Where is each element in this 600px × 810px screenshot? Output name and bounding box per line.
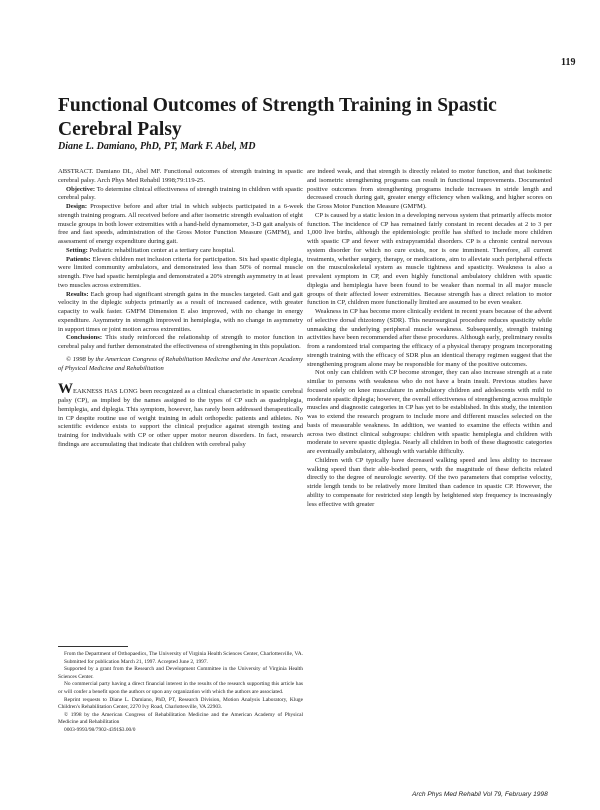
abstract-patients bbox=[58, 256, 303, 291]
abstract-objective-text: To determine clinical effectiveness of strength training in children with spastic cerebral palsy. bbox=[58, 185, 303, 202]
footnote-submission: Submitted for publication March 21, 1997. Accepted June 2, 1997. bbox=[64, 658, 208, 665]
abstract-patients-text: Eleven children met inclusion criteria for participation. Six had spastic diplegia, were limited community ambulators, and demonstrated less than 50% of normal muscle strength. Five had spastic hemiplegia and demonstrated a 20% strength asymmetry in at least two muscles across extremities. bbox=[58, 255, 304, 289]
abstract-citation: ABSTRACT. Damiano DL, Abel MF. Functional outcomes of strength training in spastic cerebral palsy. Arch Phys Med Rehabil 1998;79:119-25. bbox=[58, 168, 303, 184]
footnote-copyright: © 1998 by the American Congress of Rehabilitation Medicine and the American Academy of Physical Medicine and Rehabilitation bbox=[58, 711, 303, 726]
abstract-design-text: Prospective before and after trial in which subjects participated in a 6-week strength training program. All received before and after isometric strength evaluation of eight muscle groups in both lower extremities with a hand-held dynamometer, 3-D gait analysis of free and fast speeds, administration of the Gross Motor Function Measure (GMFM), and assessment of energy expenditure during gait. bbox=[58, 203, 303, 245]
abstract-setting-label: Setting: bbox=[66, 246, 88, 254]
body-paragraph-3: Weakness in CP has become more clinically evident in recent years because of the advent of selective dorsal rhizotomy (SDR). This neurosurgical procedure reduces spasticity while unmasking the underlying peripheral muscle weakness. Subsequently, strength training activities have been recommended after these procedures. Although early, preliminary results from a randomized trial comparing the efficacy of a physical therapy program incorporating strength training with the efficacy of SDR plus an identical therapy regimen suggest that the strengthening program alone may be responsible for many of the positive outcomes. bbox=[307, 308, 552, 368]
intro-paragraph bbox=[58, 381, 303, 449]
body-paragraph-2: CP is caused by a static lesion in a developing nervous system that primarily affects motor function. The incidence of CP has remained fairly constant in recent decades at 2 to 3 per 1,000 live births, although the epidemiologic profile has shifted to include more children with spastic CP and fewer with extrapyramidal disorders. CP is a chronic central nervous system disorder for which no cure exists, nor is one imminent. Therefore, all current treatments, whether surgery, therapy, or medications, aim to alleviate such peripheral effects on the musculoskeletal system as muscle tightness and spasticity. Weakness is also a prevalent symptom in CP, and even highly functional ambulatory children with spastic diplegia and hemiplegia have been found to be weaker than normal in all major muscle groups of their affected lower extremities. Because strength has a direct relation to motor function in CP, children more functionally limited are assumed to be even weaker. bbox=[307, 211, 552, 307]
article-authors: Diane L. Damiano, PhD, PT, Mark F. Abel, MD bbox=[58, 141, 256, 152]
footnote-reprints: Reprint requests to Diane L. Damiano, PhD, PT, Research Division, Motion Analysis Laboratory, Kluge Children's Rehabilitation Center, 2270 Ivy Road, Charlottesville, VA 22903. bbox=[58, 696, 303, 711]
intro-dropcap: W bbox=[58, 381, 73, 398]
footnote-affiliation: From the Department of Orthopaedics, The University of Virginia Health Sciences Center, Charlottesville, VA. bbox=[64, 651, 303, 657]
abstract-setting-text: Pediatric rehabilitation center at a tertiary care hospital. bbox=[89, 246, 235, 254]
footnote-grant: Supported by a grant from the Research and Development Committee in the University of Virginia Health Sciences Center. bbox=[58, 666, 303, 680]
body-paragraph-5: Children with CP typically have decreased walking speed and less ability to increase walking speed than their able-bodied peers, with the magnitude of these deficits related directly to the degree of neurologic severity. Of the two parameters that comprise velocity, stride length tends to be relatively more limited than cadence in spastic CP. However, the ability to compensate for restricted step length by heightened step frequency is increasingly less effective with greater bbox=[307, 456, 552, 508]
left-column bbox=[58, 168, 303, 450]
abstract-objective-label: Objective: bbox=[66, 185, 96, 193]
abstract-conclusions bbox=[58, 334, 303, 352]
abstract-conclusions-text: This study reinforced the relationship of strength to motor function in cerebral palsy and further demonstrated the effectiveness of strengthening in this population. bbox=[58, 334, 303, 350]
footnotes bbox=[58, 651, 303, 735]
journal-footer: Arch Phys Med Rehabil Vol 79, February 1998 bbox=[412, 791, 548, 798]
footnote-conflict: No commercial party having a direct financial interest in the results of the research supporting this article has or will confer a benefit upon the authors or upon any organization with which the authors are associated. bbox=[58, 681, 303, 695]
abstract-results bbox=[58, 291, 303, 335]
abstract-results-text: Each group had significant strength gains in the muscles targeted. Gait and gait velocity in the diplegic subjects primarily as a result of increased cadence, with greater capacity to walk faster. GMFM Dimension E also improved, with no change in energy expenditure. Asymmetry in strength improved in hemiplegia, with no change in asymmetry in support times or joint motion across extremities. bbox=[58, 290, 303, 333]
abstract-objective bbox=[58, 186, 303, 204]
right-column bbox=[307, 168, 552, 509]
page-number: 119 bbox=[561, 57, 576, 68]
article-title: Functional Outcomes of Strength Training in Spastic Cerebral Palsy bbox=[58, 95, 497, 140]
abstract-patients-label: Patients: bbox=[66, 255, 91, 263]
footnote-divider bbox=[58, 646, 128, 647]
intro-text: been recognized as a clinical characteristic in spastic cerebral palsy (CP), as implied by the names assigned to the types of CP such as quadriplegia, hemiplegia, and diplegia. This symptom, however, has rarely been addressed therapeutically in CP despite routine use of weight training in adult orthopedic patients and athletes. No scientific evidence exists to support the clinical prejudice against strength testing and training for individuals with CP or other upper motor neuron disorders. In fact, research findings are accumulating that indicate that children with cerebral palsy bbox=[58, 388, 303, 448]
footnote-code: 0003-9993/98/7902-4391$3.00/0 bbox=[64, 726, 136, 733]
abstract-setting bbox=[58, 247, 303, 256]
abstract-copyright: © 1998 by the American Congress of Rehabilitation Medicine and the American Academy of Physical Medicine and Rehabilitation bbox=[58, 355, 303, 372]
intro-first-word: EAKNESS HAS LONG bbox=[73, 388, 138, 396]
abstract-design-label: Design: bbox=[66, 203, 88, 210]
body-paragraph-1: are indeed weak, and that strength is directly related to motor function, and that isokinetic and isometric strengthening programs can result in functional improvements. Documented positive outcomes from strengthening programs include increases in stride length and decreased crouch during gait, greater energy efficiency when walking, and higher scores on the Gross Motor Function Measure (GMFM). bbox=[307, 168, 552, 210]
abstract-conclusions-label: Conclusions: bbox=[66, 334, 103, 342]
abstract-results-label: Results: bbox=[66, 290, 89, 298]
abstract-design bbox=[58, 203, 303, 247]
body-paragraph-4: Not only can children with CP become stronger, they can also increase strength at a rate similar to persons with weakness who do not have a brain insult. Previous studies have focused solely on knee musculature in ambulatory children and adolescents with mild to moderate spastic diplegia; however, the overall effectiveness of strengthening across multiple muscles and diagnostic categories in CP has yet to be established. In this study, the intention was to extend the research program to include more and different muscles selected on the basis of measurable weakness. In addition, we wanted to examine the effects within and across two distinct clinical subgroups: children with spastic hemiplegia and children with moderate to severe spastic diplegia. Nearly all children in both of these diagnostic categories are eventually ambulatory, although with variable difficulty. bbox=[307, 369, 552, 455]
